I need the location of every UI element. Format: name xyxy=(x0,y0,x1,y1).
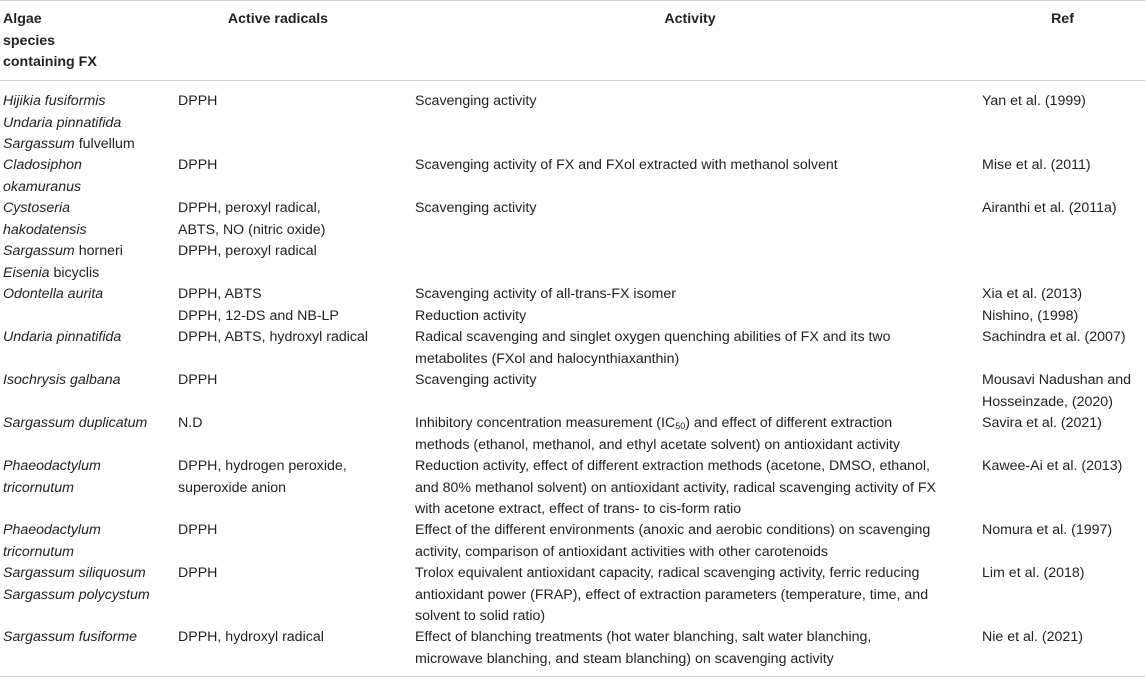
radicals-line: ABTS, NO (nitric oxide) xyxy=(178,221,326,238)
radicals-line: DPPH, peroxyl radical, xyxy=(178,200,321,216)
active-radicals-cell xyxy=(178,370,217,392)
activity-cell xyxy=(415,327,891,370)
ic50-subscript: 50 xyxy=(675,421,686,431)
species-genus: Sargassum xyxy=(3,136,75,152)
species-genus: Undaria pinnatifida xyxy=(3,114,122,131)
species-genus: Cystoseria xyxy=(3,200,71,216)
species-name xyxy=(3,627,137,649)
species-genus: Hijikia fusiformis xyxy=(3,93,106,109)
species-name xyxy=(3,241,123,263)
species-name xyxy=(3,220,87,242)
active-radicals-cell xyxy=(178,456,347,499)
ref-cell xyxy=(982,520,1112,542)
ref-line: Kawee-Ai et al. (2013) xyxy=(982,458,1123,474)
ref-line: Nishino, (1998) xyxy=(982,307,1079,324)
species-genus: tricornutum xyxy=(3,543,74,560)
species-genus: Eisenia xyxy=(3,264,50,281)
header-species-line: Algae xyxy=(3,11,42,27)
species-genus: Sargassum duplicatum xyxy=(3,415,148,431)
radicals-line: DPPH, peroxyl radical xyxy=(178,243,317,259)
activity-line: Reduction activity xyxy=(415,307,527,324)
header-active-radicals: Active radicals xyxy=(227,11,329,27)
activity-cell xyxy=(415,456,936,521)
species-name xyxy=(3,177,82,199)
species-epithet: fulvellum xyxy=(74,136,135,152)
activity-line: and 80% methanol solvent) on antioxidant activity, radical scavenging activity of FX xyxy=(415,479,937,496)
activity-cell xyxy=(415,284,676,327)
ref-line: Nomura et al. (1997) xyxy=(982,522,1113,538)
species-cell xyxy=(3,241,123,284)
activity-line: Radical scavenging and singlet oxygen quenching abilities of FX and its two xyxy=(415,329,891,345)
radicals-line: DPPH xyxy=(178,93,218,109)
species-genus: tricornutum xyxy=(3,479,74,496)
active-radicals-cell xyxy=(178,327,368,349)
ref-cell xyxy=(982,563,1085,585)
header-species-line: species xyxy=(3,32,56,49)
ref-cell xyxy=(982,327,1126,349)
species-name xyxy=(3,134,135,156)
radicals-line: DPPH xyxy=(178,565,218,581)
activity-line: Scavenging activity xyxy=(415,93,537,109)
activity-line: with acetone extract, effect of trans- to cis-form ratio xyxy=(415,501,742,517)
species-epithet: horneri xyxy=(74,243,123,259)
species-epithet: bicyclis xyxy=(49,264,100,281)
species-genus: Sargassum fusiforme xyxy=(3,629,138,645)
activity-cell xyxy=(415,563,928,628)
species-genus: Cladosiphon xyxy=(3,157,82,173)
activity-line: activity, comparison of antioxidant activities with other carotenoids xyxy=(415,543,828,560)
active-radicals-cell xyxy=(178,563,217,585)
activity-line: solvent to solid ratio) xyxy=(415,608,546,624)
header-species-line: containing FX xyxy=(3,54,97,70)
activity-cell xyxy=(415,413,900,456)
header-species xyxy=(3,9,153,74)
species-genus: Phaeodactylum xyxy=(3,522,101,538)
species-genus: Odontella aurita xyxy=(3,286,104,302)
radicals-line: DPPH xyxy=(178,372,218,388)
radicals-line: superoxide anion xyxy=(178,479,287,496)
activity-cell xyxy=(415,91,536,113)
species-cell xyxy=(3,155,82,198)
ref-cell xyxy=(982,413,1102,435)
species-genus: Phaeodactylum xyxy=(3,458,101,474)
species-name xyxy=(3,585,150,607)
species-genus: hakodatensis xyxy=(3,221,87,238)
species-name xyxy=(3,370,121,392)
species-genus: Sargassum siliquosum xyxy=(3,565,146,581)
species-cell xyxy=(3,627,137,649)
species-name xyxy=(3,198,87,220)
species-name xyxy=(3,284,103,306)
species-cell xyxy=(3,413,147,435)
top-rule xyxy=(0,0,1145,1)
ref-line: Mousavi Nadushan and xyxy=(982,372,1132,388)
activity-cell xyxy=(415,520,930,563)
species-name xyxy=(3,520,101,542)
radicals-line: DPPH xyxy=(178,522,218,538)
species-name xyxy=(3,413,147,435)
species-genus: Sargassum polycystum xyxy=(3,586,150,603)
species-name xyxy=(3,327,121,349)
ref-cell xyxy=(982,456,1122,478)
species-name xyxy=(3,563,150,585)
ref-line: Airanthi et al. (2011a) xyxy=(982,200,1117,216)
ref-cell xyxy=(982,155,1091,177)
header-ref: Ref xyxy=(1051,11,1074,27)
species-name xyxy=(3,91,135,113)
activity-line: Trolox equivalent antioxidant capacity, radical scavenging activity, ferric reducing xyxy=(415,565,920,581)
species-name xyxy=(3,113,135,135)
activity-line: Scavenging activity xyxy=(415,372,537,388)
species-cell xyxy=(3,456,101,499)
activity-line: Effect of blanching treatments (hot water blanching, salt water blanching, xyxy=(415,629,872,645)
active-radicals-cell xyxy=(178,413,202,435)
activity-line: metabolites (FXol and halocynthiaxanthin) xyxy=(415,350,680,367)
bottom-rule xyxy=(0,676,1145,677)
species-name xyxy=(3,155,82,177)
species-cell xyxy=(3,91,135,156)
species-name xyxy=(3,478,101,500)
activity-line: antioxidant power (FRAP), effect of extraction parameters (temperature, time, and xyxy=(415,586,929,603)
activity-cell xyxy=(415,198,536,220)
ref-line: Mise et al. (2011) xyxy=(982,157,1091,173)
radicals-line: DPPH, ABTS xyxy=(178,286,262,302)
activity-cell xyxy=(415,627,871,670)
ref-line: Yan et al. (1999) xyxy=(982,93,1086,109)
radicals-line: DPPH, hydroxyl radical xyxy=(178,629,324,645)
activity-line: methods (ethanol, methanol, and ethyl acetate solvent) on antioxidant activity xyxy=(415,436,901,453)
ref-cell xyxy=(982,198,1117,220)
active-radicals-cell xyxy=(178,198,325,241)
species-cell xyxy=(3,520,101,563)
activity-line: Effect of the different environments (anoxic and aerobic conditions) on scavenging xyxy=(415,522,931,538)
active-radicals-cell xyxy=(178,520,217,542)
ref-cell xyxy=(982,627,1083,649)
species-genus: okamuranus xyxy=(3,178,82,195)
species-name xyxy=(3,263,123,285)
ref-cell xyxy=(982,91,1086,113)
species-genus: Undaria pinnatifida xyxy=(3,329,122,345)
activity-cell xyxy=(415,370,536,392)
species-cell xyxy=(3,563,150,606)
active-radicals-cell xyxy=(178,241,317,263)
active-radicals-cell xyxy=(178,284,339,327)
active-radicals-cell xyxy=(178,627,324,649)
ref-line: Nie et al. (2021) xyxy=(982,629,1083,645)
species-cell xyxy=(3,370,121,392)
activity-line: Scavenging activity xyxy=(415,200,537,216)
species-genus: Sargassum xyxy=(3,243,75,259)
ref-line: Lim et al. (2018) xyxy=(982,565,1085,581)
activity-line: Scavenging activity of all-trans-FX isomer xyxy=(415,286,676,302)
species-name xyxy=(3,542,101,564)
activity-line: microwave blanching, and steam blanching) on scavenging activity xyxy=(415,650,834,667)
ref-cell xyxy=(982,370,1131,413)
radicals-line: DPPH xyxy=(178,157,218,173)
radicals-line: DPPH, 12-DS and NB-LP xyxy=(178,307,339,324)
ref-line: Xia et al. (2013) xyxy=(982,286,1083,302)
ref-line: Savira et al. (2021) xyxy=(982,415,1102,431)
active-radicals-cell xyxy=(178,155,217,177)
ref-cell xyxy=(982,284,1082,327)
activity-line: Scavenging activity of FX and FXol extracted with methanol solvent xyxy=(415,157,838,173)
radicals-line: N.D xyxy=(178,415,203,431)
ref-line: Sachindra et al. (2007) xyxy=(982,329,1126,345)
species-cell xyxy=(3,284,103,306)
active-radicals-cell xyxy=(178,91,217,113)
header-activity: Activity xyxy=(664,11,716,27)
radicals-line: DPPH, ABTS, hydroxyl radical xyxy=(178,329,369,345)
ref-line: Hosseinzade, (2020) xyxy=(982,393,1113,410)
radicals-line: DPPH, hydrogen peroxide, xyxy=(178,458,347,474)
species-cell xyxy=(3,198,87,241)
species-genus: Isochrysis galbana xyxy=(3,372,121,388)
header-rule xyxy=(0,80,1145,81)
species-name xyxy=(3,456,101,478)
activity-line: Reduction activity, effect of different extraction methods (acetone, DMSO, ethanol, xyxy=(415,458,930,474)
activity-line: Inhibitory concentration measurement $(IC_{50})$ and effect of different extraction xyxy=(415,415,893,431)
species-cell xyxy=(3,327,121,349)
activity-cell xyxy=(415,155,838,177)
